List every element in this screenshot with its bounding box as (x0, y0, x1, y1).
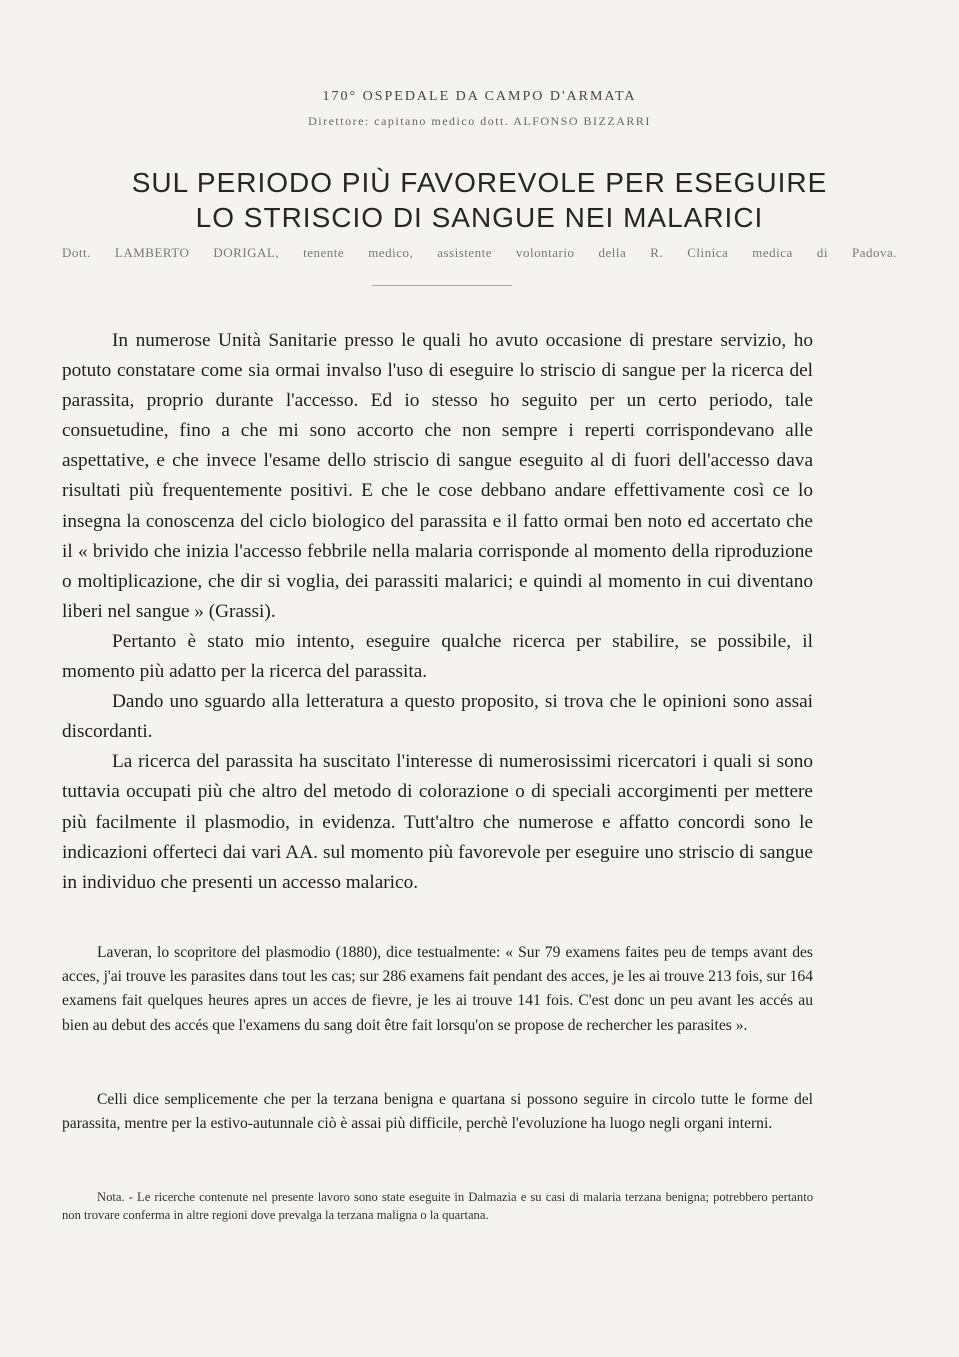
article-title-line-1: SUL PERIODO PIÙ FAVOREVOLE PER ESEGUIRE (131, 167, 828, 198)
celli-paragraph: Celli dice semplicemente che per la terzana benigna e quartana si possono seguire in circolo tutte le forme del parassita, mentre per la estivo-autunnale ciò è assai più difficile, perchè l'evoluzione ha luogo negli organi interni. (62, 1091, 813, 1133)
laveran-quote-block (62, 941, 813, 1038)
footnote: Nota. - Le ricerche contenute nel presente lavoro sono state eseguite in Dalmazia e su casi di malaria terzana benigna; potrebbero pertanto non trovare conferma in altre regioni dove prevalga la terzana maligna o la quartana. (62, 1190, 813, 1223)
article-title-line-2: LO STRISCIO DI SANGUE NEI MALARICI (195, 202, 764, 233)
author-line: Dott. LAMBERTO DORIGAL, tenente medico, assistente volontario della R. Clinica medica di Padova. (62, 245, 897, 260)
celli-block (62, 1088, 813, 1136)
body-paragraph-3: Dando uno sguardo alla letteratura a questo proposito, si trova che le opinioni sono assai discordanti. (62, 691, 813, 743)
director-line: Direttore: capitano medico dott. ALFONSO BIZZARRI (308, 114, 651, 128)
laveran-quote: Laveran, lo scopritore del plasmodio (1880), dice testualmente: « Sur 79 examens faites peu de temps avant des acces, j'ai trouve les parasites dans tout les cas; sur 286 examens fait pendant des acces, je les ai trouve 213 fois, sur 164 examens fait quelques heures apres un acces de fievre, je les ai trouve 141 fois. C'est donc un peu avant les accés au bien au debut des accés que l'examens du sang doit être fait lorsqu'on se propose de rechercher les parasites ». (62, 944, 813, 1034)
footnote-block (62, 1188, 813, 1225)
divider-rule (372, 285, 512, 286)
body-paragraph-4: La ricerca del parassita ha suscitato l'interesse di numerosissimi ricercatori i quali si sono tuttavia occupati più che altro del metodo di colorazione o di speciali accorgimenti per mettere più facilmente il plasmodio, in evidenza. Tutt'altro che numerose e affatto concordi sono le indicazioni offerteci dai vari AA. sul momento più favorevole per eseguire uno striscio di sangue in individuo che presenti un accesso malarico. (62, 751, 813, 893)
body-paragraph-2: Pertanto è stato mio intento, eseguire qualche ricerca per stabilire, se possibile, il momento più adatto per la ricerca del parassita. (62, 630, 813, 683)
body-paragraph-1: In numerose Unità Sanitarie presso le quali ho avuto occasione di prestare servizio, ho potuto constatare come sia ormai invalso l'uso di eseguire lo striscio di sangue per la ricerca del parassita, proprio durante l'accesso. Ed io stesso ho seguito per un certo periodo, tale consuetudine, fino a che mi sono accorto che non sempre i reperti corrispondevano alle aspettative, e che invece l'esame dello striscio di sangue eseguito al di fuori dell'accesso dava risultati più frequentemente positivi. E che le cose debbano andare effettivamente così ce lo insegna la conoscenza del ciclo biologico del parassita e il fatto ormai ben noto ed accertato che il « brivido che inizia l'accesso febbrile nella malaria corrisponde al momento della riproduzione o moltiplicazione, che dir si voglia, dei parassiti malarici; e quindi al momento in cui diventano liberi nel sangue » (Grassi). (62, 330, 813, 622)
hospital-header: 170° OSPEDALE DA CAMPO D'ARMATA (322, 89, 637, 104)
article-body (62, 326, 813, 898)
